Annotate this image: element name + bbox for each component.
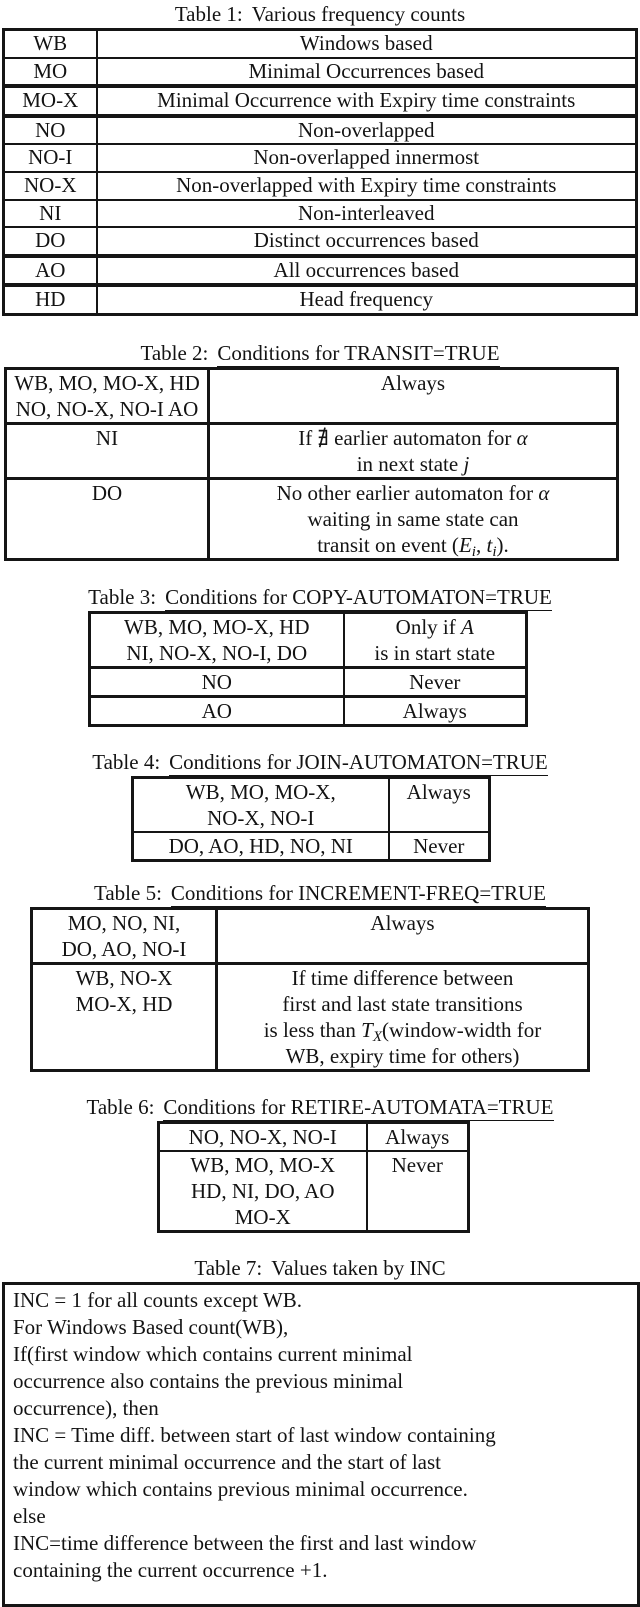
table-row xyxy=(133,832,490,861)
abbr-cell: NO xyxy=(4,116,97,145)
abbr-cell: NO-X xyxy=(4,172,97,200)
description-cell: Non-overlapped innermost xyxy=(97,144,637,172)
table-3-caption xyxy=(0,586,640,608)
text-line: occurrence), then xyxy=(13,1395,159,1420)
table-5 xyxy=(30,907,590,1072)
table-5-caption xyxy=(0,882,640,904)
table-2-caption xyxy=(0,342,640,364)
table-6-caption xyxy=(0,1096,640,1118)
table-row xyxy=(90,696,527,725)
condition-cell: If ∄ earlier automaton for α in next state j xyxy=(209,423,618,478)
caption-title: Conditions for TRANSIT=TRUE xyxy=(217,340,500,365)
key-cell: AO xyxy=(90,696,344,725)
abbr-cell: WB xyxy=(4,30,97,58)
condition-cell: Never xyxy=(344,667,527,696)
key-cell: DO, AO, HD, NO, NI xyxy=(133,832,389,861)
condition-cell: No other earlier automaton for α waiting in same state can transit on event ($E_i$, $t_i$). xyxy=(209,478,618,559)
table-row xyxy=(4,227,637,256)
table-4 xyxy=(131,776,491,862)
text-line: containing the current occurrence +1. xyxy=(13,1557,328,1582)
table-row xyxy=(159,1122,469,1151)
table-row xyxy=(4,58,637,87)
key-cell: WB, MO, MO-X, NO-X, NO-I xyxy=(133,777,389,832)
description-cell: Distinct occurrences based xyxy=(97,227,637,256)
text-line: INC = Time diff. between start of last window containing xyxy=(13,1422,496,1447)
condition-cell: Never xyxy=(367,1151,469,1232)
caption-title: Conditions for JOIN-AUTOMATON=TRUE xyxy=(169,749,548,774)
description-cell: Windows based xyxy=(97,30,637,58)
abbr-cell: MO-X xyxy=(4,86,97,116)
caption-title: Values taken by INC xyxy=(271,1255,446,1280)
text-line: INC=time difference between the first and last window xyxy=(13,1530,477,1555)
table-1-block xyxy=(0,3,640,316)
abbr-cell: NI xyxy=(4,200,97,228)
table-row xyxy=(6,368,618,423)
condition-cell: Always xyxy=(389,777,490,832)
table-row xyxy=(6,478,618,559)
table-3-block xyxy=(0,586,640,727)
key-cell: NO, NO-X, NO-I xyxy=(159,1122,367,1151)
table-row xyxy=(6,423,618,478)
table-row xyxy=(4,172,637,200)
condition-cell: Always xyxy=(217,908,589,963)
text-line: INC = 1 for all counts except WB. xyxy=(13,1287,303,1312)
caption-title: Various frequency counts xyxy=(251,2,466,26)
table-2 xyxy=(4,367,619,561)
table-row xyxy=(4,86,637,116)
abbr-cell: HD xyxy=(4,285,97,314)
table-7 xyxy=(2,1282,640,1607)
table-row xyxy=(4,256,637,286)
description-cell: Non-overlapped with Expiry time constraints xyxy=(97,172,637,200)
caption-title: Conditions for COPY-AUTOMATON=TRUE xyxy=(165,584,552,609)
table-row xyxy=(159,1151,469,1232)
abbr-cell: NO-I xyxy=(4,144,97,172)
caption-label: Table 1: xyxy=(174,2,243,26)
table-row xyxy=(4,30,637,58)
table-row xyxy=(90,667,527,696)
table-3 xyxy=(88,611,528,727)
description-cell: Non-interleaved xyxy=(97,200,637,228)
key-cell: MO, NO, NI, DO, AO, NO-I xyxy=(32,908,217,963)
table-row xyxy=(90,612,527,667)
table-7-block xyxy=(0,1257,640,1607)
table-4-block xyxy=(0,751,640,862)
description-cell: Head frequency xyxy=(97,285,637,314)
caption-label: Table 6: xyxy=(86,1094,155,1119)
caption-label: Table 7: xyxy=(194,1255,263,1280)
key-cell: NO xyxy=(90,667,344,696)
description-cell: Non-overlapped xyxy=(97,116,637,145)
abbr-cell: AO xyxy=(4,256,97,286)
table-5-block xyxy=(0,882,640,1072)
table-7-caption xyxy=(0,1257,640,1279)
caption-title: Conditions for INCREMENT-FREQ=TRUE xyxy=(170,880,546,905)
condition-cell: Always xyxy=(209,368,618,423)
table-6 xyxy=(157,1121,470,1233)
text-line: occurrence also contains the previous minimal xyxy=(13,1368,404,1393)
caption-label: Table 5: xyxy=(94,880,162,905)
text-line: window which contains previous minimal occurrence. xyxy=(13,1476,468,1501)
table-1 xyxy=(2,28,638,316)
text-line: If(first window which contains current minimal xyxy=(13,1341,413,1366)
key-cell: WB, NO-X MO-X, HD xyxy=(32,963,217,1070)
text-line: For Windows Based count(WB), xyxy=(13,1314,289,1339)
condition-cell: Always xyxy=(367,1122,469,1151)
table-row xyxy=(32,963,589,1070)
text-line: the current minimal occurrence and the start of last xyxy=(13,1449,441,1474)
text-line: else xyxy=(13,1503,46,1528)
table-2-block xyxy=(0,342,640,561)
condition-cell: Always xyxy=(344,696,527,725)
table-row xyxy=(133,777,490,832)
description-cell: Minimal Occurrence with Expiry time constraints xyxy=(97,86,637,116)
key-cell: WB, MO, MO-X, HD NI, NO-X, NO-I, DO xyxy=(90,612,344,667)
abbr-cell: DO xyxy=(4,227,97,256)
condition-cell: Only if A is in start state xyxy=(344,612,527,667)
key-cell: DO xyxy=(6,478,209,559)
table-row xyxy=(32,908,589,963)
table-row xyxy=(4,116,637,145)
description-cell: Minimal Occurrences based xyxy=(97,58,637,87)
table-row xyxy=(4,144,637,172)
abbr-cell: MO xyxy=(4,58,97,87)
table-4-caption xyxy=(0,751,640,773)
key-cell: WB, MO, MO-X, HD NO, NO-X, NO-I AO xyxy=(6,368,209,423)
description-cell: All occurrences based xyxy=(97,256,637,286)
table-row xyxy=(4,285,637,314)
table-6-block xyxy=(0,1096,640,1233)
table-1-caption xyxy=(0,3,640,25)
caption-title: Conditions for RETIRE-AUTOMATA=TRUE xyxy=(163,1094,554,1119)
caption-label: Table 3: xyxy=(88,584,157,609)
condition-cell: Never xyxy=(389,832,490,861)
caption-label: Table 2: xyxy=(140,340,209,365)
caption-label: Table 4: xyxy=(92,749,161,774)
key-cell: NI xyxy=(6,423,209,478)
key-cell: WB, MO, MO-X HD, NI, DO, AO MO-X xyxy=(159,1151,367,1232)
condition-cell: If time difference between first and last state transitions is less than $T_X(window$-width for WB, expiry time for others) xyxy=(217,963,589,1070)
table-row xyxy=(4,200,637,228)
